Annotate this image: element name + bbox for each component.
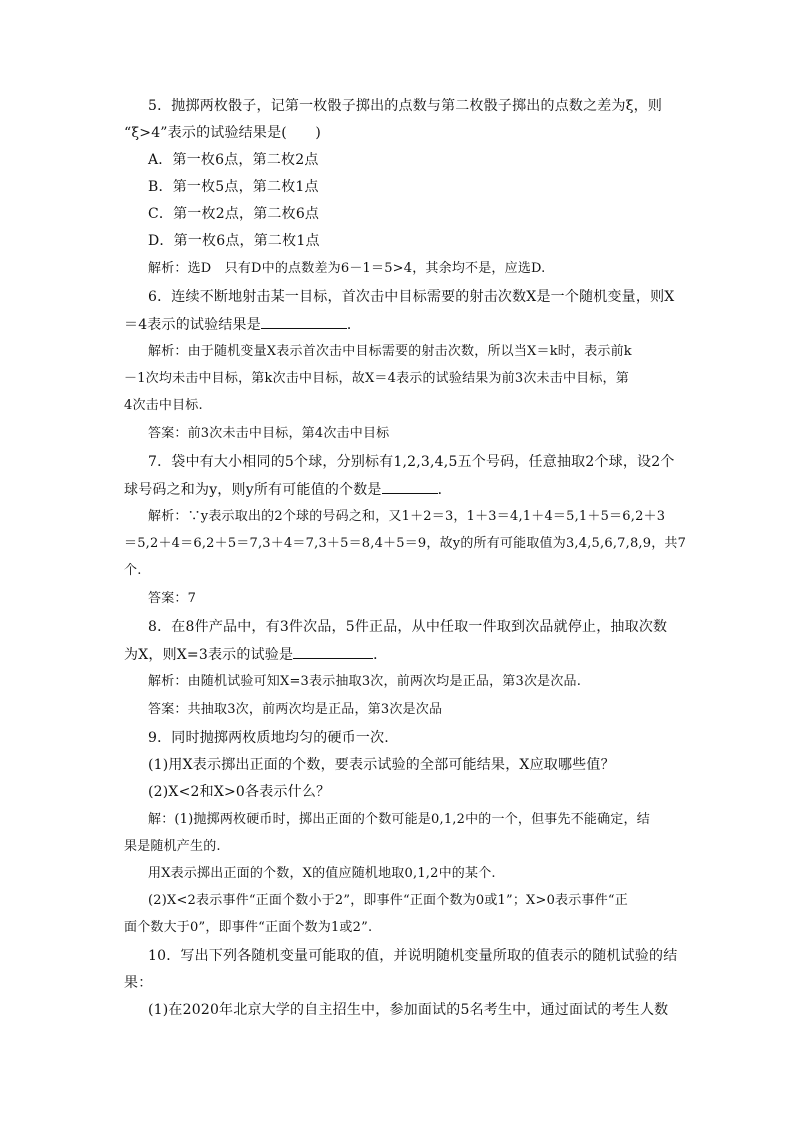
- q6-stem-text: ＝4表示的试验结果是: [124, 317, 261, 333]
- q9-stem: 9．同时抛掷两枚质地均匀的硬币一次.: [148, 730, 389, 746]
- q7-analysis-line3: 个.: [124, 563, 142, 578]
- q5-stem-line2: “ξ>4”表示的试验结果是( ): [124, 125, 321, 141]
- q9-part1: (1)用X表示掷出正面的个数，要表示试验的全部可能结果，X应取哪些值？: [148, 757, 615, 773]
- q5-stem-line1: 5．抛掷两枚骰子，记第一枚骰子掷出的点数与第二枚骰子掷出的点数之差为ξ，则: [148, 98, 663, 114]
- q8-analysis: 解析：由随机试验可知X=3表示抽取3次，前两次均是正品，第3次是次品.: [148, 674, 582, 689]
- q7-stem-text: 球号码之和为y，则y所有可能值的个数是: [124, 482, 382, 498]
- q9-part2: (2)X<2和X>0各表示什么？: [148, 784, 331, 800]
- q9-solution-line2: 果是随机产生的.: [124, 839, 221, 854]
- q6-analysis-line2: －1次均未击中目标，第k次击中目标，故X＝4表示的试验结果为前3次未击中目标，第: [124, 371, 629, 386]
- q5-option-c: C．第一枚2点，第二枚6点: [148, 206, 320, 222]
- q6-stem-line1: 6．连续不断地射击某一目标，首次击中目标需要的射击次数X是一个随机变量，则X: [148, 289, 675, 305]
- q6-stem-end: ．: [346, 317, 362, 333]
- q6-analysis-line1: 解析：由于随机变量X表示首次击中目标需要的射击次数，所以当X＝k时，表示前k: [148, 344, 632, 359]
- q7-analysis-line2: ＝5,2＋4＝6,2＋5＝7,3＋4＝7,3＋5＝8,4＋5＝9，故y的所有可能取值为3,4,5,6,7,8,9，共7: [124, 536, 687, 551]
- q8-stem-text: 为X，则X=3表示的试验是: [124, 647, 294, 663]
- q6-stem-line2: [124, 314, 794, 335]
- q6-answer: 答案：前3次未击中目标，第4次击中目标: [148, 426, 390, 441]
- q8-stem-line2: [124, 644, 794, 665]
- q8-stem-end: ．: [373, 647, 388, 663]
- q6-answer-blank: [261, 314, 347, 329]
- q5-option-a: A．第一枚6点，第二枚2点: [148, 152, 319, 168]
- q9-solution-line1: 解：(1)抛掷两枚硬币时，掷出正面的个数可能是0,1,2中的一个，但事先不能确定，结: [148, 812, 650, 827]
- q8-stem-line1: 8．在8件产品中，有3件次品，5件正品，从中任取一件取到次品就停止，抽取次数: [148, 619, 668, 635]
- q5-option-b: B．第一枚5点，第二枚1点: [148, 179, 319, 195]
- q7-answer-blank: [382, 479, 438, 494]
- q10-part1: (1)在2020年北京大学的自主招生中，参加面试的5名考生中，通过面试的考生人数: [148, 1002, 669, 1018]
- q5-analysis: 解析：选D 只有D中的点数差为6－1＝5>4，其余均不是，应选D.: [148, 261, 546, 276]
- q9-solution-line4: (2)X<2表示事件“正面个数小于2”，即事件“正面个数为0或1”；X>0表示事件“正: [148, 893, 628, 908]
- q10-stem-line2: 果：: [124, 975, 153, 991]
- q6-analysis-line3: 4次击中目标.: [124, 398, 203, 413]
- q9-solution-line5: 面个数大于0”，即事件“正面个数为1或2”.: [124, 920, 373, 935]
- q7-analysis-line1: 解析：∵y表示取出的2个球的号码之和，又1＋2＝3，1＋3＝4,1＋4＝5,1＋5＝6,2＋3: [148, 509, 666, 524]
- q8-answer-blank: [293, 644, 373, 659]
- q8-answer: 答案：共抽取3次，前两次均是正品，第3次是次品: [148, 702, 443, 717]
- q10-stem-line1: 10．写出下列各随机变量可能取的值，并说明随机变量所取的值表示的随机试验的结: [148, 948, 678, 964]
- q7-answer: 答案：7: [148, 591, 197, 606]
- q5-option-d: D．第一枚6点，第二枚1点: [148, 233, 320, 249]
- q7-stem-line1: 7．袋中有大小相同的5个球，分别标有1,2,3,4,5五个号码，任意抽取2个球，设2个: [148, 454, 675, 470]
- q7-stem-line2: [124, 479, 794, 500]
- q7-stem-end: ．: [437, 482, 452, 498]
- q9-solution-line3: 用X表示掷出正面的个数，X的值应随机地取0,1,2中的某个.: [148, 866, 496, 881]
